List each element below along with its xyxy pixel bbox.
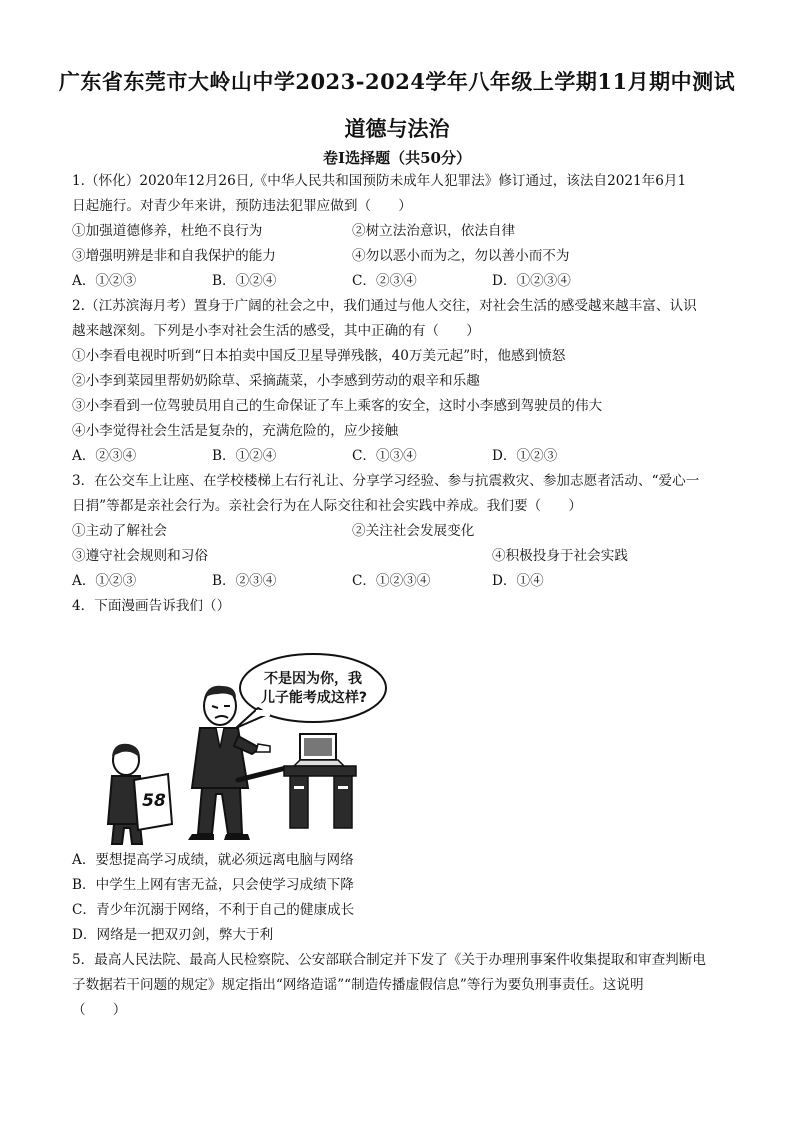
q4-option-c: C．青少年沉溺于网络，不利于自己的健康成长 (72, 902, 355, 918)
q3-statement-3: ③遵守社会规则和习俗 (72, 548, 208, 564)
q5-stem-line3: （ ） (72, 1002, 127, 1018)
q4-stem: 4．下面漫画告诉我们（） (72, 598, 231, 614)
q5-stem-line1: 5．最高人民法院、最高人民检察院、公安部联合制定并下发了《关于办理刑事案件收集提取和审查判断电 (72, 952, 706, 968)
q2-option-d: D．①②③ (492, 448, 558, 464)
q2-option-b: B．①②④ (212, 448, 277, 464)
bubble-text-line1: 不是因为你，我 (264, 671, 362, 687)
q1-option-c: C．②③④ (352, 273, 417, 289)
q3-option-b: B．②③④ (212, 573, 277, 589)
q1-statement-4: ④勿以恶小而为之，勿以善小而不为 (352, 248, 570, 264)
computer-desk (284, 734, 356, 828)
subject-title: 道德与法治 (344, 116, 450, 141)
q1-stem-line2: 日起施行。对青少年来讲，预防违法犯罪应做到（ ） (72, 198, 412, 214)
q2-stem-line1: 2.（江苏滨海月考）置身于广阔的社会之中，我们通过与他人交往，对社会生活的感受越来越丰富、认识 (72, 298, 697, 314)
cartoon-illustration (88, 648, 388, 848)
q1-option-d: D．①②③④ (492, 273, 571, 289)
q1-statement-3: ③增强明辨是非和自我保护的能力 (72, 248, 276, 264)
q2-statement-4: ④小李觉得社会生活是复杂的，充满危险的，应少接触 (72, 423, 399, 439)
q3-option-c: C．①②③④ (352, 573, 431, 589)
q3-statement-1: ①主动了解社会 (72, 523, 168, 539)
q1-statement-1: ①加强道德修养，杜绝不良行为 (72, 223, 263, 239)
q3-stem-line1: 3．在公交车上让座、在学校楼梯上右行礼让、分享学习经验、参与抗震救灾、参加志愿者活动、“爱心一 (72, 473, 700, 489)
section-title: 卷Ⅰ选择题（共50分） (323, 149, 471, 167)
q2-statement-2: ②小李到菜园里帮奶奶除草、采摘蔬菜，小李感到劳动的艰辛和乐趣 (72, 373, 480, 389)
q2-statement-3: ③小李看到一位驾驶员用自己的生命保证了车上乘客的安全，这时小李感到驾驶员的伟大 (72, 398, 603, 414)
bubble-text-line2: 儿子能考成这样? (260, 690, 368, 706)
q2-stem-line2: 越来越深刻。下列是小李对社会生活的感受，其中正确的有（ ） (72, 323, 480, 339)
q3-statement-4: ④积极投身于社会实践 (492, 548, 628, 564)
q3-option-d: D．①④ (492, 573, 544, 589)
q2-option-c: C．①③④ (352, 448, 417, 464)
q3-option-a: A．①②③ (72, 573, 137, 589)
q1-option-a: A．①②③ (72, 273, 137, 289)
exam-title: 广东省东莞市大岭山中学2023-2024学年八年级上学期11月期中测试 (58, 69, 736, 94)
test-score: 58 (142, 791, 166, 811)
q5-stem-line2: 子数据若干问题的规定》规定指出“网络造谣”“制造传播虚假信息”等行为要负刑事责任。这说明 (72, 977, 644, 993)
q4-option-d: D．网络是一把双刃剑，弊大于利 (72, 927, 274, 943)
q4-option-b: B．中学生上网有害无益，只会使学习成绩下降 (72, 877, 354, 893)
q3-stem-line2: 日捐”等都是亲社会行为。亲社会行为在人际交往和社会实践中养成。我们要（ ） (72, 498, 582, 514)
son-figure (108, 744, 172, 844)
q1-statement-2: ②树立法治意识，依法自律 (352, 223, 516, 239)
q2-option-a: A．②③④ (72, 448, 137, 464)
q3-statement-2: ②关注社会发展变化 (352, 523, 475, 539)
q1-option-b: B．①②④ (212, 273, 277, 289)
q2-statement-1: ①小李看电视时听到“日本拍卖中国反卫星导弹残骸，40万美元起”时，他感到愤怒 (72, 348, 566, 364)
keyboard (294, 760, 344, 766)
q1-stem-line1: 1.（怀化）2020年12月26日,《中华人民共和国预防未成年人犯罪法》修订通过，该法自2021年6月1 (72, 173, 687, 189)
q4-option-a: A．要想提高学习成绩，就必须远离电脑与网络 (72, 852, 354, 868)
